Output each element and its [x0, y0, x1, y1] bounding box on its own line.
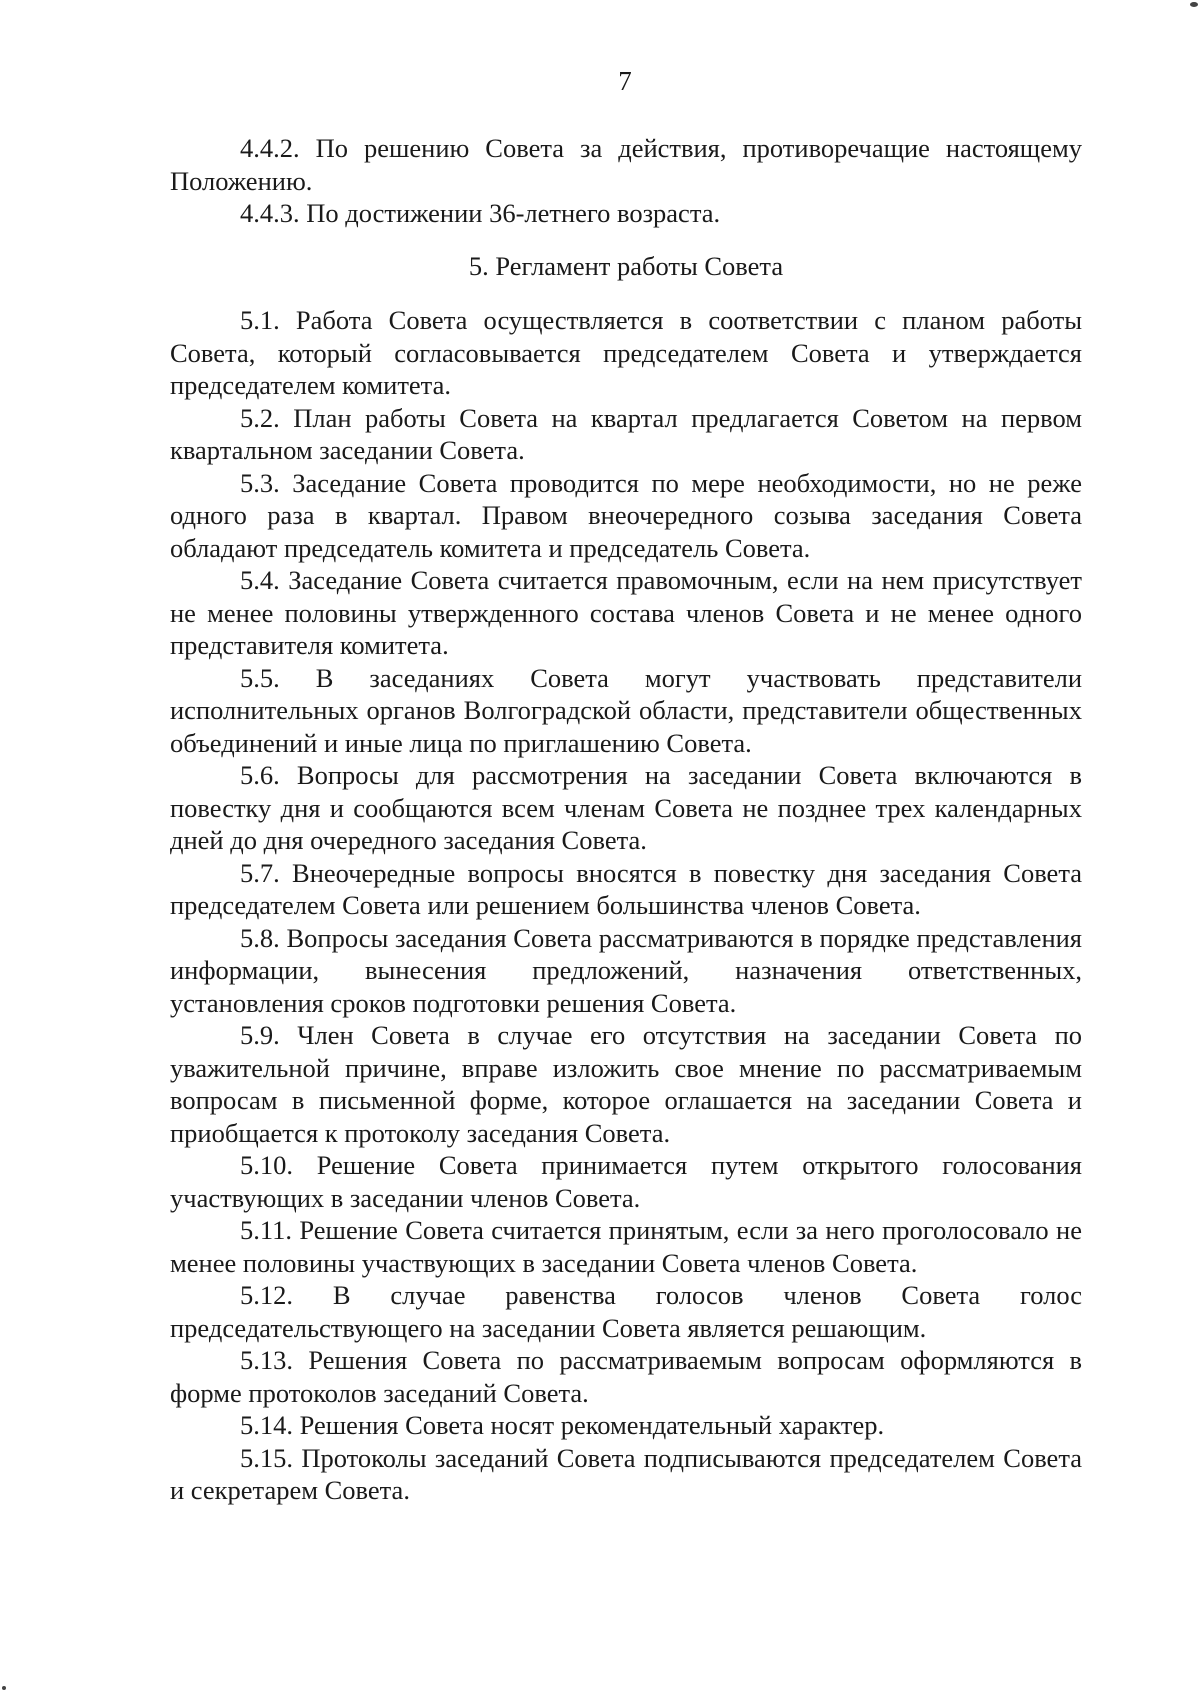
- paragraph-5-13: 5.13. Решения Совета по рассматриваемым вопросам оформляются в форме протоколов заседаний Совета.: [170, 1345, 1082, 1408]
- paragraph-5-4: 5.4. Заседание Совета считается правомочным, если на нем присутствует не менее половины утвержденного состава членов Совета и не менее одного представителя комитета.: [170, 565, 1082, 660]
- paragraph-5-15: 5.15. Протоколы заседаний Совета подписываются председателем Совета и секретарем Совета.: [170, 1442, 1082, 1505]
- paragraph-5-14: 5.14. Решения Совета носят рекомендательный характер.: [240, 1410, 885, 1440]
- paragraph-5-11: 5.11. Решение Совета считается принятым, если за него проголосовало не менее половины участвующих в заседании Совета членов Совета.: [170, 1215, 1082, 1278]
- paragraph-5-7: 5.7. Внеочередные вопросы вносятся в повестку дня заседания Совета председателем Совета или решением большинства членов Совета.: [170, 857, 1082, 920]
- scan-speck: [2, 1686, 6, 1690]
- paragraph-5-8: 5.8. Вопросы заседания Совета рассматриваются в порядке представления информации, вынесения предложений, назначения ответственных, установления сроков подготовки решения Совета.: [170, 922, 1082, 1018]
- paragraph-5-10: 5.10. Решение Совета принимается путем открытого голосования участвующих в заседании членов Совета.: [170, 1150, 1082, 1213]
- paragraph-5-9: 5.9. Член Совета в случае его отсутствия на заседании Совета по уважительной причине, вправе изложить свое мнение по рассматриваемым вопросам в письменной форме, которое оглашается на заседании Совета и приобщается к протоколу заседания Совета.: [170, 1020, 1082, 1148]
- paragraph-5-5: 5.5. В заседаниях Совета могут участвовать представители исполнительных органов Волгоградской области, представители общественных объединений и иные лица по приглашению Совета.: [170, 662, 1082, 758]
- paragraph-5-2: 5.2. План работы Совета на квартал предлагается Советом на первом квартальном заседании Совета.: [170, 402, 1082, 465]
- paragraph-4-4-2: 4.4.2. По решению Совета за действия, противоречащие настоящему Положению.: [170, 133, 1082, 196]
- paragraph-5-6: 5.6. Вопросы для рассмотрения на заседании Совета включаются в повестку дня и сообщаются всем членам Совета не позднее трех календарных дней до дня очередного заседания Совета.: [170, 760, 1082, 855]
- scan-speck: [1190, 2, 1198, 7]
- section-heading: 5. Регламент работы Совета: [468, 250, 784, 281]
- paragraph-5-1: 5.1. Работа Совета осуществляется в соответствии с планом работы Совета, который согласовывается председателем Совета и утверждается председателем комитета.: [170, 305, 1082, 400]
- paragraph-4-4-3: 4.4.3. По достижении 36-летнего возраста.: [240, 198, 721, 228]
- paragraph-5-12: 5.12. В случае равенства голосов членов Совета голос председательствующего на заседании Совета является решающим.: [170, 1280, 1082, 1343]
- paragraph-5-3: 5.3. Заседание Совета проводится по мере необходимости, но не реже одного раза в квартал. Правом внеочередного созыва заседания Совета обладают председатель комитета и председатель Совета.: [170, 467, 1082, 563]
- page-number: 7: [618, 66, 632, 96]
- document-body: [170, 132, 1082, 1507]
